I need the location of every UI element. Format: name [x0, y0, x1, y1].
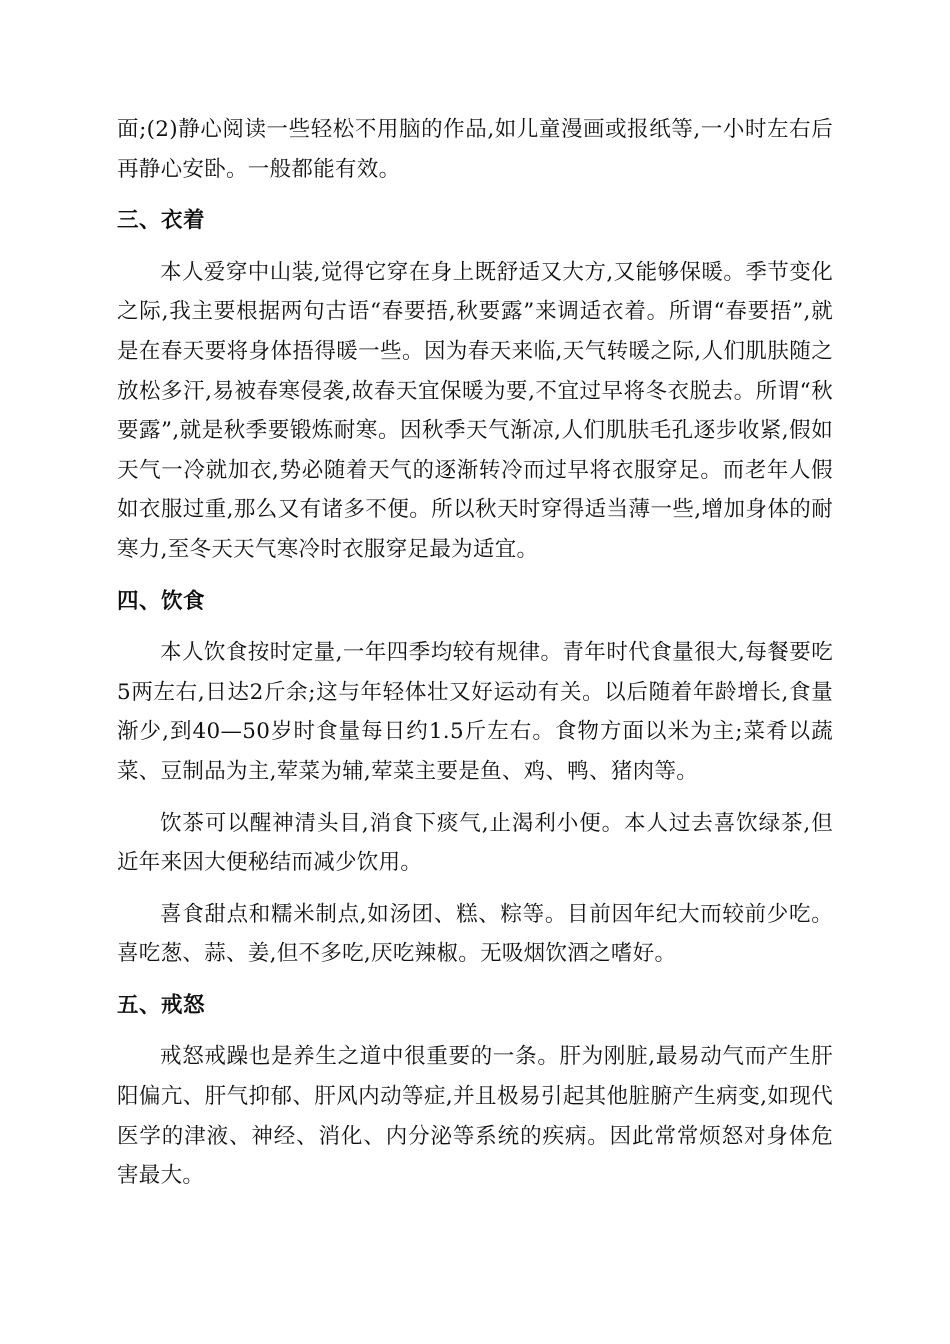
paragraph-anger: 戒怒戒躁也是养生之道中很重要的一条。肝为刚脏,最易动气而产生肝阳偏亢、肝气抑郁、肝风内动等症,并且极易引起其他脏腑产生病变,如现代医学的津液、神经、消化、内分泌等系统的疾病。因此常常烦怒对身体危害最大。 — [117, 1044, 833, 1189]
paragraph-sweets: 喜食甜点和糯米制点,如汤团、糕、粽等。目前因年纪大而较前少吃。喜吃葱、蒜、姜,但不多吃,厌吃辣椒。无吸烟饮酒之嗜好。 — [117, 901, 833, 967]
document-page — [117, 110, 833, 1196]
paragraph-diet: 本人饮食按时定量,一年四季均较有规律。青年时代食量很大,每餐要吃5两左右,日达2斤余;这与年轻体壮又好运动有关。以后随着年龄增长,食量渐少,到40—50岁时食量每日约1.5斤左右。食物方面以米为主;菜肴以蔬菜、豆制品为主,荤菜为辅,荤菜主要是鱼、鸡、鸭、猪肉等。 — [117, 640, 833, 784]
heading-clothing: 三、衣着 — [117, 208, 206, 234]
paragraph-clothing: 本人爱穿中山装,觉得它穿在身上既舒适又大方,又能够保暖。季节变化之际,我主要根据两句古语“春要捂,秋要露”来调适衣着。所谓“春要捂”,就是在春天要将身体捂得暖一些。因为春天来临,天气转暖之际,人们肌肤随之放松多汗,易被春寒侵袭,故春天宜保暖为要,不宜过早将冬衣脱去。所谓“秋要露”,就是秋季要锻炼耐寒。因秋季天气渐凉,人们肌肤毛孔逐步收紧,假如天气一冷就加衣,势必随着天气的逐渐转冷而过早将衣服穿足。而老年人假如衣服过重,那么又有诸多不便。所以秋天时穿得适当薄一些,增加身体的耐寒力,至冬天天气寒冷时衣服穿足最为适宜。 — [117, 259, 833, 562]
heading-anger: 五、戒怒 — [117, 992, 206, 1018]
paragraph-sleep-continued: 面;(2)静心阅读一些轻松不用脑的作品,如儿童漫画或报纸等,一小时左右后再静心安卧。一般都能有效。 — [117, 117, 833, 182]
heading-diet: 四、饮食 — [117, 588, 206, 614]
paragraph-tea: 饮茶可以醒神清头目,消食下痰气,止渴利小便。本人过去喜饮绿茶,但近年来因大便秘结而减少饮用。 — [117, 810, 833, 876]
